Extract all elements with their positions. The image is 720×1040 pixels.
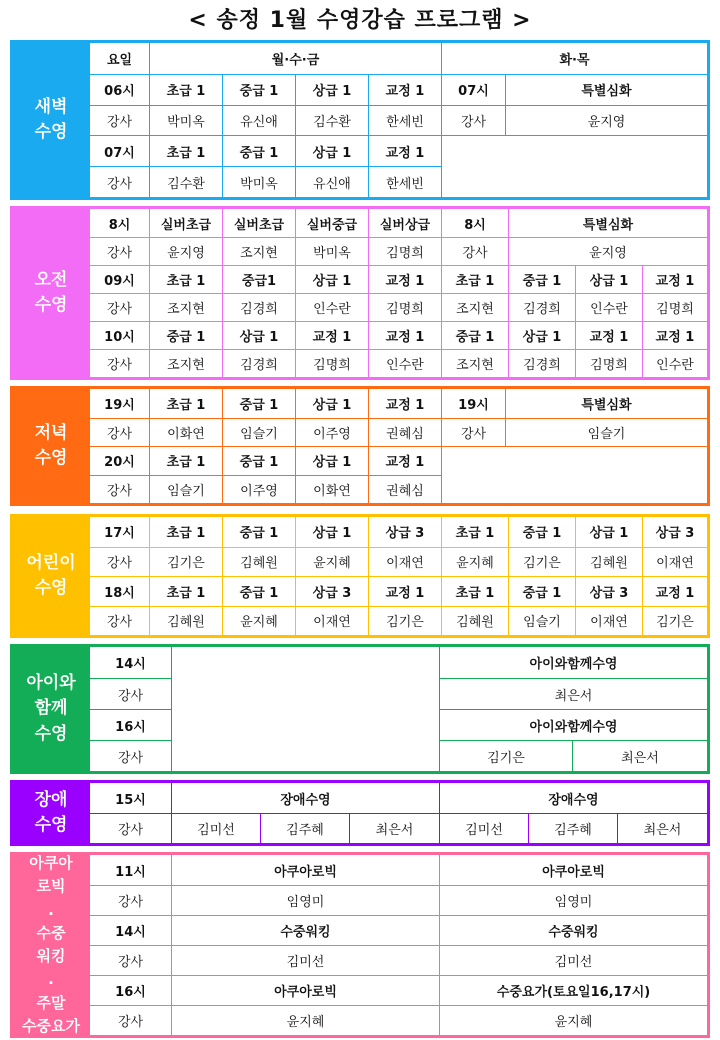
- teacher-cell: 유신애: [295, 166, 368, 197]
- teacher-cell: 김혜원: [575, 547, 642, 577]
- instructor-label: 강사: [89, 237, 149, 265]
- teacher-cell: 조지현: [441, 293, 508, 321]
- teacher-cell: 윤지혜: [295, 547, 368, 577]
- class-cell: 교정 1: [368, 135, 441, 166]
- class-cell: 아쿠아로빅: [439, 855, 707, 885]
- teacher-cell: 김혜원: [149, 606, 222, 636]
- class-cell: 초급 1: [149, 576, 222, 606]
- time-cell: 15시: [89, 783, 171, 813]
- class-cell: 중급 1: [149, 321, 222, 349]
- instructor-label: 강사: [89, 813, 171, 843]
- section-label: 아쿠아 로빅 . 수중 워킹 . 주말 수중요가: [13, 855, 89, 1035]
- instructor-label: 강사: [89, 1005, 171, 1035]
- class-cell: 초급 1: [149, 446, 222, 475]
- teacher-cell: 조지현: [222, 237, 295, 265]
- teacher-cell: 김경희: [222, 349, 295, 377]
- instructor-label: 강사: [89, 166, 149, 197]
- teacher-cell: 김경희: [508, 349, 575, 377]
- class-cell: 중급 1: [441, 321, 508, 349]
- tt-header: 화·목: [441, 43, 707, 74]
- section-parent-child: [10, 644, 710, 774]
- instructor-label: 강사: [89, 606, 149, 636]
- class-cell: 초급 1: [149, 389, 222, 418]
- section-kids: [10, 514, 710, 638]
- section-label: 아이와 함께 수영: [13, 647, 89, 771]
- class-cell: 교정 1: [642, 321, 707, 349]
- time-cell: 16시: [89, 709, 171, 740]
- mwf-header: 월·수·금: [149, 43, 441, 74]
- class-cell: 실버중급: [295, 209, 368, 237]
- time-cell: 11시: [89, 855, 171, 885]
- class-cell: 교정 1: [295, 321, 368, 349]
- class-cell: 중급 1: [508, 576, 575, 606]
- teacher-cell: 김미선: [439, 945, 707, 975]
- teacher-cell: 윤지혜: [222, 606, 295, 636]
- teacher-cell: 인수란: [295, 293, 368, 321]
- section-aqua: [10, 852, 710, 1038]
- class-cell: 교정 1: [642, 576, 707, 606]
- teacher-cell: 이재연: [368, 547, 441, 577]
- class-cell: 중급 1: [222, 74, 295, 105]
- teacher-cell: 인수란: [368, 349, 441, 377]
- class-cell: 교정 1: [368, 74, 441, 105]
- teacher-cell: 김기은: [642, 606, 707, 636]
- teacher-cell: 김미선: [439, 813, 528, 843]
- teacher-cell: 김수환: [295, 105, 368, 136]
- class-cell: 상급 3: [295, 576, 368, 606]
- time-cell: 19시: [441, 389, 505, 418]
- teacher-cell: 최은서: [439, 678, 707, 709]
- blank-cell: [441, 135, 707, 197]
- teacher-cell: 최은서: [349, 813, 439, 843]
- day-header: 요일: [89, 43, 149, 74]
- teacher-cell: 임슬기: [222, 418, 295, 447]
- teacher-cell: 이재연: [642, 547, 707, 577]
- section-label: 저녁 수영: [13, 389, 89, 503]
- teacher-cell: 권혜심: [368, 418, 441, 447]
- instructor-label: 강사: [89, 349, 149, 377]
- time-cell: 07시: [441, 74, 505, 105]
- class-cell: 중급 1: [222, 446, 295, 475]
- teacher-cell: 이화연: [149, 418, 222, 447]
- teacher-cell: 인수란: [575, 293, 642, 321]
- class-cell: 중급 1: [222, 135, 295, 166]
- teacher-cell: 인수란: [642, 349, 707, 377]
- teacher-cell: 김미선: [171, 813, 260, 843]
- class-cell: 장애수영: [439, 783, 707, 813]
- time-cell: 10시: [89, 321, 149, 349]
- teacher-cell: 박미옥: [149, 105, 222, 136]
- teacher-cell: 윤지영: [149, 237, 222, 265]
- time-cell: 07시: [89, 135, 149, 166]
- section-label: 장애 수영: [13, 783, 89, 843]
- class-cell: 교정 1: [368, 576, 441, 606]
- class-cell: 초급 1: [149, 74, 222, 105]
- teacher-cell: 윤지혜: [171, 1005, 439, 1035]
- class-cell: 중급 1: [222, 389, 295, 418]
- class-cell: 중급 1: [508, 265, 575, 293]
- teacher-cell: 김경희: [222, 293, 295, 321]
- time-cell: 14시: [89, 647, 171, 678]
- section-label: 오전 수영: [13, 209, 89, 377]
- instructor-label: 강사: [89, 678, 171, 709]
- class-cell: 아이와함께수영: [439, 709, 707, 740]
- class-cell: 교정 1: [368, 321, 441, 349]
- class-cell: 상급 1: [575, 265, 642, 293]
- teacher-cell: 조지현: [149, 349, 222, 377]
- teacher-cell: 김명희: [295, 349, 368, 377]
- teacher-cell: 조지현: [149, 293, 222, 321]
- class-cell: 아쿠아로빅: [171, 855, 439, 885]
- teacher-cell: 김혜원: [222, 547, 295, 577]
- teacher-cell: 윤지혜: [441, 547, 508, 577]
- instructor-label: 강사: [441, 237, 508, 265]
- class-cell: 초급 1: [149, 135, 222, 166]
- teacher-cell: 박미옥: [222, 166, 295, 197]
- teacher-cell: 김기은: [368, 606, 441, 636]
- class-cell: 교정 1: [368, 389, 441, 418]
- class-cell: 상급 1: [295, 135, 368, 166]
- time-cell: 20시: [89, 446, 149, 475]
- teacher-cell: 임영미: [439, 885, 707, 915]
- teacher-cell: 유신애: [222, 105, 295, 136]
- class-cell: 특별심화: [508, 209, 707, 237]
- section-evening: [10, 386, 710, 506]
- class-cell: 교정 1: [642, 265, 707, 293]
- time-cell: 14시: [89, 915, 171, 945]
- teacher-cell: 임슬기: [505, 418, 707, 447]
- teacher-cell: 조지현: [441, 349, 508, 377]
- instructor-label: 강사: [89, 293, 149, 321]
- class-cell: 초급 1: [149, 265, 222, 293]
- teacher-cell: 김명희: [575, 349, 642, 377]
- class-cell: 수중요가(토요일16,17시): [439, 975, 707, 1005]
- teacher-cell: 최은서: [617, 813, 707, 843]
- teacher-cell: 이재연: [295, 606, 368, 636]
- class-cell: 상급 1: [575, 517, 642, 547]
- class-cell: 중급 1: [222, 576, 295, 606]
- time-cell: 16시: [89, 975, 171, 1005]
- class-cell: 교정 1: [368, 265, 441, 293]
- blank-cell: [441, 446, 707, 503]
- teacher-cell: 김주혜: [528, 813, 617, 843]
- class-cell: 실버초급: [149, 209, 222, 237]
- class-cell: 교정 1: [575, 321, 642, 349]
- class-cell: 아이와함께수영: [439, 647, 707, 678]
- teacher-cell: 이주영: [295, 418, 368, 447]
- blank-cell: [171, 647, 439, 771]
- teacher-cell: 김기은: [508, 547, 575, 577]
- teacher-cell: 권혜심: [368, 475, 441, 504]
- time-cell: 19시: [89, 389, 149, 418]
- teacher-cell: 김주혜: [260, 813, 349, 843]
- class-cell: 상급 3: [575, 576, 642, 606]
- teacher-cell: 최은서: [572, 740, 707, 771]
- teacher-cell: 임슬기: [508, 606, 575, 636]
- class-cell: 초급 1: [441, 517, 508, 547]
- time-cell: 8시: [89, 209, 149, 237]
- teacher-cell: 김기은: [439, 740, 572, 771]
- page-title: < 송정 1월 수영강습 프로그램 >: [188, 8, 532, 33]
- instructor-label: 강사: [89, 740, 171, 771]
- teacher-cell: 윤지영: [505, 105, 707, 136]
- class-cell: 수중워킹: [171, 915, 439, 945]
- teacher-cell: 임영미: [171, 885, 439, 915]
- teacher-cell: 임슬기: [149, 475, 222, 504]
- class-cell: 초급 1: [149, 517, 222, 547]
- class-cell: 중급1: [222, 265, 295, 293]
- section-dawn: [10, 40, 710, 200]
- teacher-cell: 윤지혜: [439, 1005, 707, 1035]
- teacher-cell: 윤지영: [508, 237, 707, 265]
- time-cell: 8시: [441, 209, 508, 237]
- class-cell: 실버상급: [368, 209, 441, 237]
- teacher-cell: 이화연: [295, 475, 368, 504]
- time-cell: 06시: [89, 74, 149, 105]
- class-cell: 특별심화: [505, 74, 707, 105]
- instructor-label: 강사: [89, 885, 171, 915]
- class-cell: 중급 1: [222, 517, 295, 547]
- time-cell: 18시: [89, 576, 149, 606]
- instructor-label: 강사: [441, 418, 505, 447]
- class-cell: 상급 1: [295, 517, 368, 547]
- class-cell: 상급 1: [295, 446, 368, 475]
- class-cell: 상급 1: [508, 321, 575, 349]
- teacher-cell: 한세빈: [368, 166, 441, 197]
- class-cell: 중급 1: [508, 517, 575, 547]
- class-cell: 초급 1: [441, 265, 508, 293]
- teacher-cell: 김명희: [368, 293, 441, 321]
- teacher-cell: 이주영: [222, 475, 295, 504]
- teacher-cell: 김명희: [368, 237, 441, 265]
- section-disabled: [10, 780, 710, 846]
- class-cell: 교정 1: [368, 446, 441, 475]
- instructor-label: 강사: [89, 475, 149, 504]
- teacher-cell: 김명희: [642, 293, 707, 321]
- instructor-label: 강사: [89, 547, 149, 577]
- class-cell: 상급 1: [222, 321, 295, 349]
- teacher-cell: 김혜원: [441, 606, 508, 636]
- class-cell: 장애수영: [171, 783, 439, 813]
- teacher-cell: 이재연: [575, 606, 642, 636]
- teacher-cell: 박미옥: [295, 237, 368, 265]
- section-morning: [10, 206, 710, 380]
- class-cell: 상급 3: [368, 517, 441, 547]
- teacher-cell: 김수환: [149, 166, 222, 197]
- instructor-label: 강사: [89, 945, 171, 975]
- class-cell: 특별심화: [505, 389, 707, 418]
- teacher-cell: 김미선: [171, 945, 439, 975]
- class-cell: 아쿠아로빅: [171, 975, 439, 1005]
- instructor-label: 강사: [89, 105, 149, 136]
- time-cell: 09시: [89, 265, 149, 293]
- class-cell: 상급 1: [295, 389, 368, 418]
- teacher-cell: 한세빈: [368, 105, 441, 136]
- class-cell: 상급 1: [295, 265, 368, 293]
- instructor-label: 강사: [441, 105, 505, 136]
- class-cell: 초급 1: [441, 576, 508, 606]
- class-cell: 상급 1: [295, 74, 368, 105]
- time-cell: 17시: [89, 517, 149, 547]
- teacher-cell: 김기은: [149, 547, 222, 577]
- section-label: 새벽 수영: [13, 43, 89, 197]
- class-cell: 상급 3: [642, 517, 707, 547]
- class-cell: 수중워킹: [439, 915, 707, 945]
- teacher-cell: 김경희: [508, 293, 575, 321]
- class-cell: 실버초급: [222, 209, 295, 237]
- section-label: 어린이 수영: [13, 517, 89, 635]
- instructor-label: 강사: [89, 418, 149, 447]
